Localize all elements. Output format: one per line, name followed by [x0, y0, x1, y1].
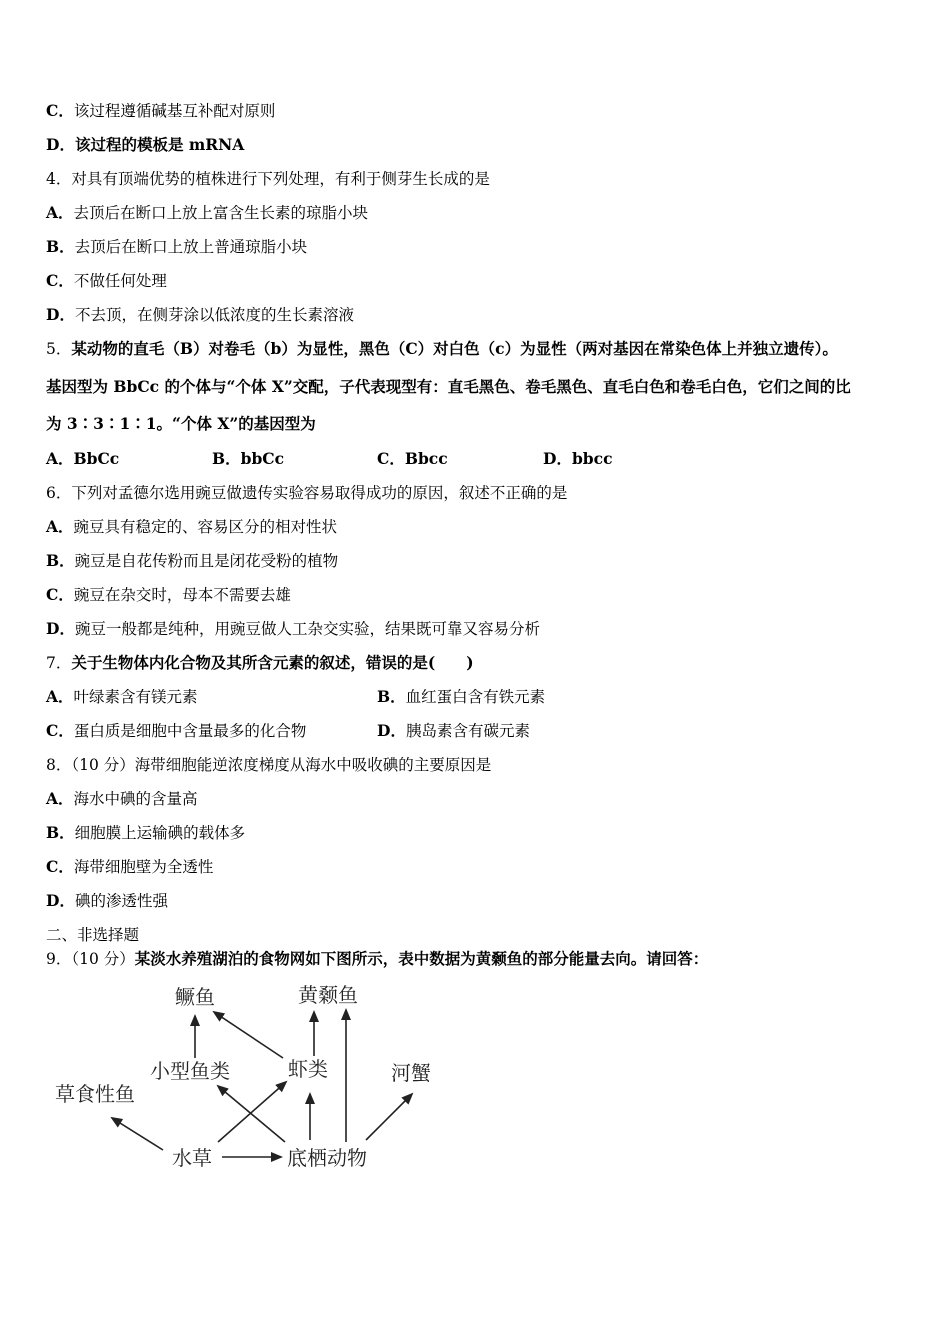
- q6-option-a: [46, 516, 337, 538]
- node-guiyu: 鳜鱼: [175, 985, 215, 1009]
- q5-option-d: [543, 448, 613, 470]
- q8-stem: [46, 754, 491, 776]
- q8-option-a: [46, 788, 198, 810]
- q4-option-c: [46, 270, 167, 292]
- q5-stem-line2: [46, 376, 851, 398]
- q3-option-d: [46, 134, 244, 156]
- q5-option-b: [212, 448, 284, 470]
- q8-option-c: [46, 856, 213, 878]
- q6-option-d: [46, 618, 540, 640]
- option-letter: D．: [46, 619, 75, 638]
- question-stem: 某动物的直毛（B）对卷毛（b）为显性，黑色（C）对白色（c）为显性（两对基因在常染色体上并独立遗传）。: [71, 339, 838, 358]
- q4-stem: [46, 168, 490, 190]
- option-letter: D．: [543, 449, 572, 468]
- option-text: 胰岛素含有碳元素: [405, 722, 530, 740]
- option-text: 去顶后在断口上放上普通琼脂小块: [74, 238, 308, 256]
- question-number: 7．: [46, 654, 72, 672]
- option-text: 豌豆具有稳定的、容易区分的相对性状: [73, 518, 338, 536]
- q5-option-c: [377, 448, 448, 470]
- q7-option-a: [46, 686, 198, 708]
- option-text: 蛋白质是细胞中含量最多的化合物: [73, 722, 307, 740]
- section-heading: 二、非选择题: [46, 926, 140, 944]
- option-letter: B．: [212, 449, 241, 468]
- option-letter: C．: [46, 857, 74, 876]
- option-text: 海带细胞壁为全透性: [73, 858, 214, 876]
- q5-stem-line1: [46, 338, 838, 360]
- node-xiaoxingyulei: 小型鱼类: [150, 1059, 230, 1083]
- question-stem: 海带细胞能逆浓度梯度从海水中吸收碘的主要原因是: [134, 756, 492, 774]
- question-number: 6．: [46, 484, 72, 502]
- q9-stem: [46, 948, 708, 970]
- question-score: （10 分）: [71, 756, 135, 774]
- option-letter: B．: [46, 823, 75, 842]
- q7-option-b: [377, 686, 545, 708]
- option-letter: D．: [46, 305, 75, 324]
- question-stem: 下列对孟德尔选用豌豆做遗传实验容易取得成功的原因，叙述不正确的是: [71, 484, 568, 502]
- option-text: 不去顶，在侧芽涂以低浓度的生长素溶液: [74, 306, 354, 324]
- option-text: 碘的渗透性强: [74, 892, 168, 910]
- q7-option-d: [377, 720, 530, 742]
- option-letter: C．: [46, 585, 74, 604]
- option-text: 去顶后在断口上放上富含生长素的琼脂小块: [73, 204, 369, 222]
- option-text: bbCc: [240, 449, 285, 468]
- option-text: BbCc: [73, 449, 120, 468]
- question-stem: 为 3∶3∶1∶1。“个体 X”的基因型为: [46, 414, 316, 433]
- option-letter: C．: [46, 101, 74, 120]
- arrow-shuicao-caoshixingyu: [112, 1118, 163, 1150]
- option-letter: C．: [46, 271, 74, 290]
- q7-option-c: [46, 720, 306, 742]
- option-letter: A．: [46, 789, 74, 808]
- question-score: （10 分）: [71, 950, 135, 968]
- food-web-diagram: [0, 970, 950, 1190]
- option-letter: A．: [46, 517, 74, 536]
- option-text: Bbcc: [404, 449, 448, 468]
- option-text: 该过程遵循碱基互补配对原则: [73, 102, 276, 120]
- option-text: 叶绿素含有镁元素: [73, 688, 198, 706]
- question-stem: 对具有顶端优势的植株进行下列处理，有利于侧芽生长成的是: [71, 170, 490, 188]
- option-text: 细胞膜上运输碘的载体多: [74, 824, 246, 842]
- option-text: 血红蛋白含有铁元素: [405, 688, 546, 706]
- option-letter: C．: [46, 721, 74, 740]
- arrow-shuicao-xialei: [218, 1082, 286, 1142]
- question-number: 4．: [46, 170, 72, 188]
- option-letter: C．: [377, 449, 405, 468]
- q5-option-a: [46, 448, 119, 470]
- option-text: 豌豆在杂交时，母本不需要去雄: [73, 586, 291, 604]
- option-letter: B．: [46, 551, 75, 570]
- node-diqidongwu: 底栖动物: [287, 1146, 367, 1170]
- option-text: 不做任何处理: [73, 272, 167, 290]
- q4-option-a: [46, 202, 368, 224]
- option-letter: B．: [46, 237, 75, 256]
- node-xialei: 虾类: [288, 1057, 328, 1081]
- question-stem: 某淡水养殖湖泊的食物网如下图所示，表中数据为黄颡鱼的部分能量去向。请回答：: [134, 949, 709, 968]
- q7-stem: [46, 652, 474, 674]
- option-letter: D．: [46, 891, 75, 910]
- option-letter: A．: [46, 203, 74, 222]
- node-huangsangyu: 黄颡鱼: [298, 983, 358, 1007]
- q4-option-b: [46, 236, 307, 258]
- node-hexie: 河蟹: [391, 1061, 431, 1085]
- q6-stem: [46, 482, 567, 504]
- q8-option-d: [46, 890, 168, 912]
- option-letter: B．: [377, 687, 406, 706]
- node-caoshixingyu: 草食性鱼: [55, 1082, 135, 1106]
- option-text: bbcc: [571, 449, 613, 468]
- option-text: 该过程的模板是 mRNA: [74, 135, 245, 154]
- q3-option-c: [46, 100, 275, 122]
- node-shuicao: 水草: [172, 1146, 212, 1170]
- option-letter: A．: [46, 687, 74, 706]
- q5-stem-line3: [46, 413, 316, 435]
- q8-option-b: [46, 822, 245, 844]
- option-letter: D．: [377, 721, 406, 740]
- q6-option-b: [46, 550, 338, 572]
- question-number: 8．: [46, 756, 72, 774]
- option-text: 豌豆一般都是纯种，用豌豆做人工杂交实验，结果既可靠又容易分析: [74, 620, 540, 638]
- question-stem: 关于生物体内化合物及其所含元素的叙述，错误的是( ): [71, 653, 474, 672]
- arrow-diqidongwu-hexie: [366, 1094, 412, 1140]
- arrow-xialei-guiyu: [214, 1012, 283, 1058]
- option-text: 海水中碘的含量高: [73, 790, 198, 808]
- question-number: 5．: [46, 340, 72, 358]
- q4-option-d: [46, 304, 354, 326]
- q6-option-c: [46, 584, 291, 606]
- option-letter: A．: [46, 449, 74, 468]
- option-text: 豌豆是自花传粉而且是闭花受粉的植物: [74, 552, 339, 570]
- option-letter: D．: [46, 135, 75, 154]
- question-stem: 基因型为 BbCc 的个体与“个体 X”交配，子代表现型有：直毛黑色、卷毛黑色、直毛白色和卷毛白色，它们之间的比: [46, 377, 851, 396]
- question-number: 9．: [46, 950, 72, 968]
